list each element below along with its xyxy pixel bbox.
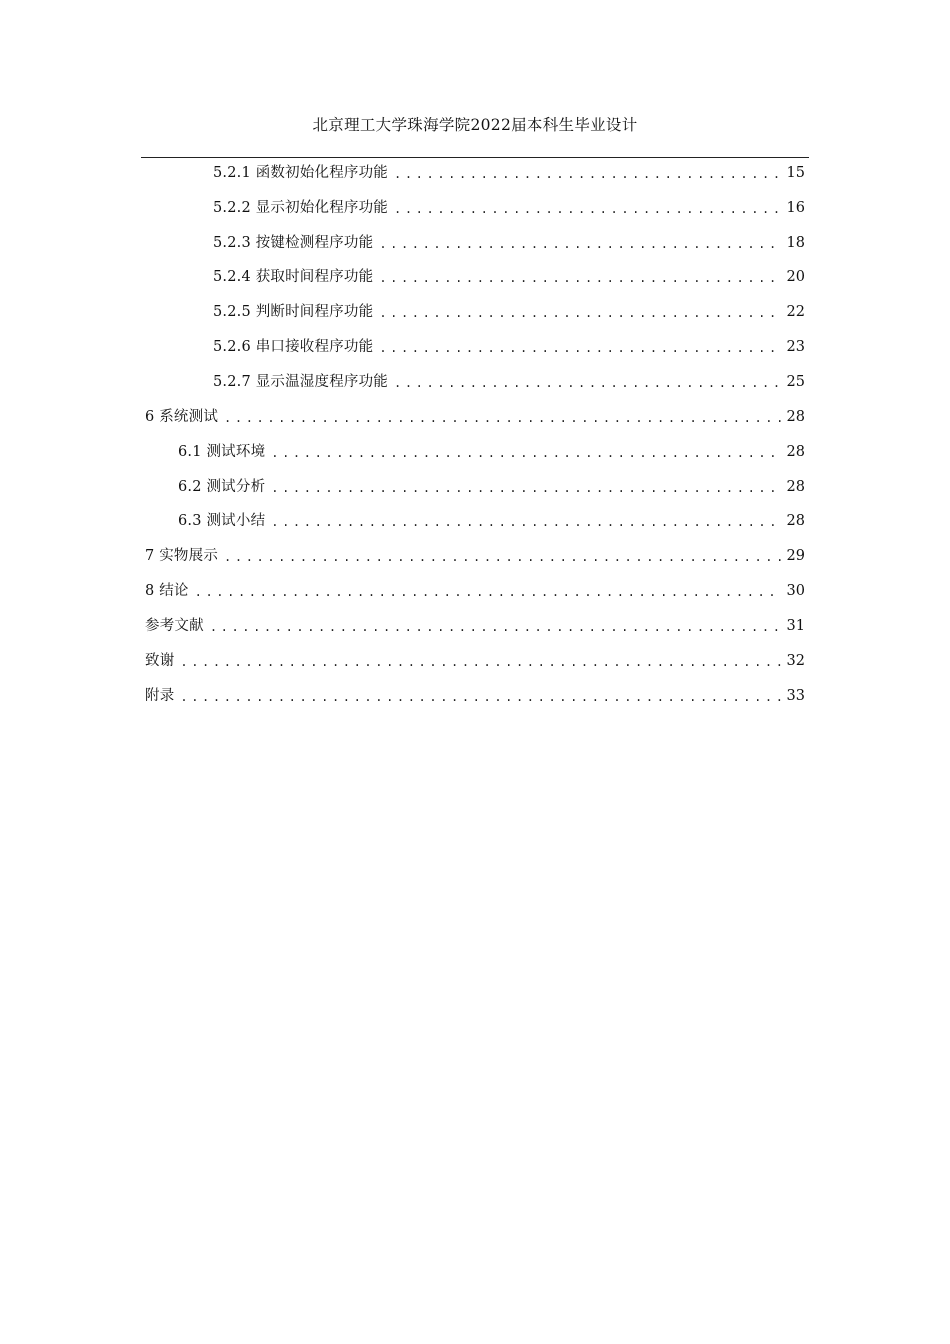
toc-entry-label: 5.2.6 串口接收程序功能	[213, 339, 374, 355]
toc-entry[interactable]	[178, 476, 805, 498]
toc-entry[interactable]	[213, 162, 805, 184]
toc-entry-label: 5.2.3 按键检测程序功能	[213, 235, 374, 251]
toc-dot-leader	[195, 581, 781, 603]
toc-entry[interactable]	[145, 406, 805, 428]
page-header: 北京理工大学珠海学院2022届本科生毕业设计	[312, 116, 638, 134]
toc-dot-leader	[379, 337, 781, 359]
toc-entry-label: 8 结论	[145, 583, 189, 599]
toc-entry[interactable]	[213, 197, 805, 219]
toc-page-number: 28	[786, 409, 805, 425]
toc-entry-label: 6 系统测试	[145, 409, 219, 425]
toc-dot-leader	[394, 198, 781, 220]
toc-dot-leader	[394, 163, 781, 185]
toc-page-number: 18	[786, 235, 805, 251]
toc-entry[interactable]	[145, 580, 805, 602]
toc-entry[interactable]	[145, 650, 805, 672]
toc-entry[interactable]	[213, 371, 805, 393]
toc-entry-label: 参考文献	[145, 618, 204, 634]
toc-entry[interactable]	[213, 301, 805, 323]
toc-entry[interactable]	[178, 441, 805, 463]
toc-page-number: 15	[786, 165, 805, 181]
toc-page-number: 30	[786, 583, 805, 599]
toc-dot-leader	[394, 372, 781, 394]
toc-entry-label: 5.2.2 显示初始化程序功能	[213, 200, 389, 216]
toc-entry[interactable]	[213, 232, 805, 254]
toc-dot-leader	[271, 477, 781, 499]
toc-page-number: 29	[786, 548, 805, 564]
toc-dot-leader	[271, 442, 781, 464]
toc-page-number: 22	[786, 304, 805, 320]
toc-entry-label: 附录	[145, 688, 175, 704]
toc-entry[interactable]	[145, 545, 805, 567]
toc-page-number: 31	[786, 618, 805, 634]
toc-page-number: 32	[786, 653, 805, 669]
toc-entry-label: 5.2.1 函数初始化程序功能	[213, 165, 389, 181]
toc-page-number: 23	[786, 339, 805, 355]
toc-entry-label: 6.1 测试环境	[178, 444, 266, 460]
toc-entry-label: 6.2 测试分析	[178, 479, 266, 495]
toc-entry-label: 6.3 测试小结	[178, 513, 266, 529]
toc-entry[interactable]	[213, 266, 805, 288]
toc-entry[interactable]	[145, 615, 805, 637]
toc-page-number: 28	[786, 479, 805, 495]
toc-page-number: 20	[786, 269, 805, 285]
toc-dot-leader	[379, 233, 781, 255]
toc-entry[interactable]	[145, 685, 805, 707]
toc-dot-leader	[224, 407, 781, 429]
toc-dot-leader	[210, 616, 781, 638]
toc-dot-leader	[379, 267, 781, 289]
toc-entry-label: 5.2.4 获取时间程序功能	[213, 269, 374, 285]
toc-page-number: 33	[786, 688, 805, 704]
toc-entry-label: 5.2.5 判断时间程序功能	[213, 304, 374, 320]
toc-dot-leader	[180, 651, 781, 673]
toc-entry[interactable]	[178, 510, 805, 532]
toc-dot-leader	[224, 546, 781, 568]
toc-dot-leader	[180, 686, 781, 708]
toc-dot-leader	[379, 302, 781, 324]
toc-page-number: 28	[786, 444, 805, 460]
toc-entry-label: 7 实物展示	[145, 548, 219, 564]
toc-entry[interactable]	[213, 336, 805, 358]
toc-page-number: 16	[786, 200, 805, 216]
toc-entry-label: 5.2.7 显示温湿度程序功能	[213, 374, 389, 390]
toc-page-number: 25	[786, 374, 805, 390]
toc-page-number: 28	[786, 513, 805, 529]
toc-entry-label: 致谢	[145, 653, 175, 669]
toc-dot-leader	[271, 511, 781, 533]
